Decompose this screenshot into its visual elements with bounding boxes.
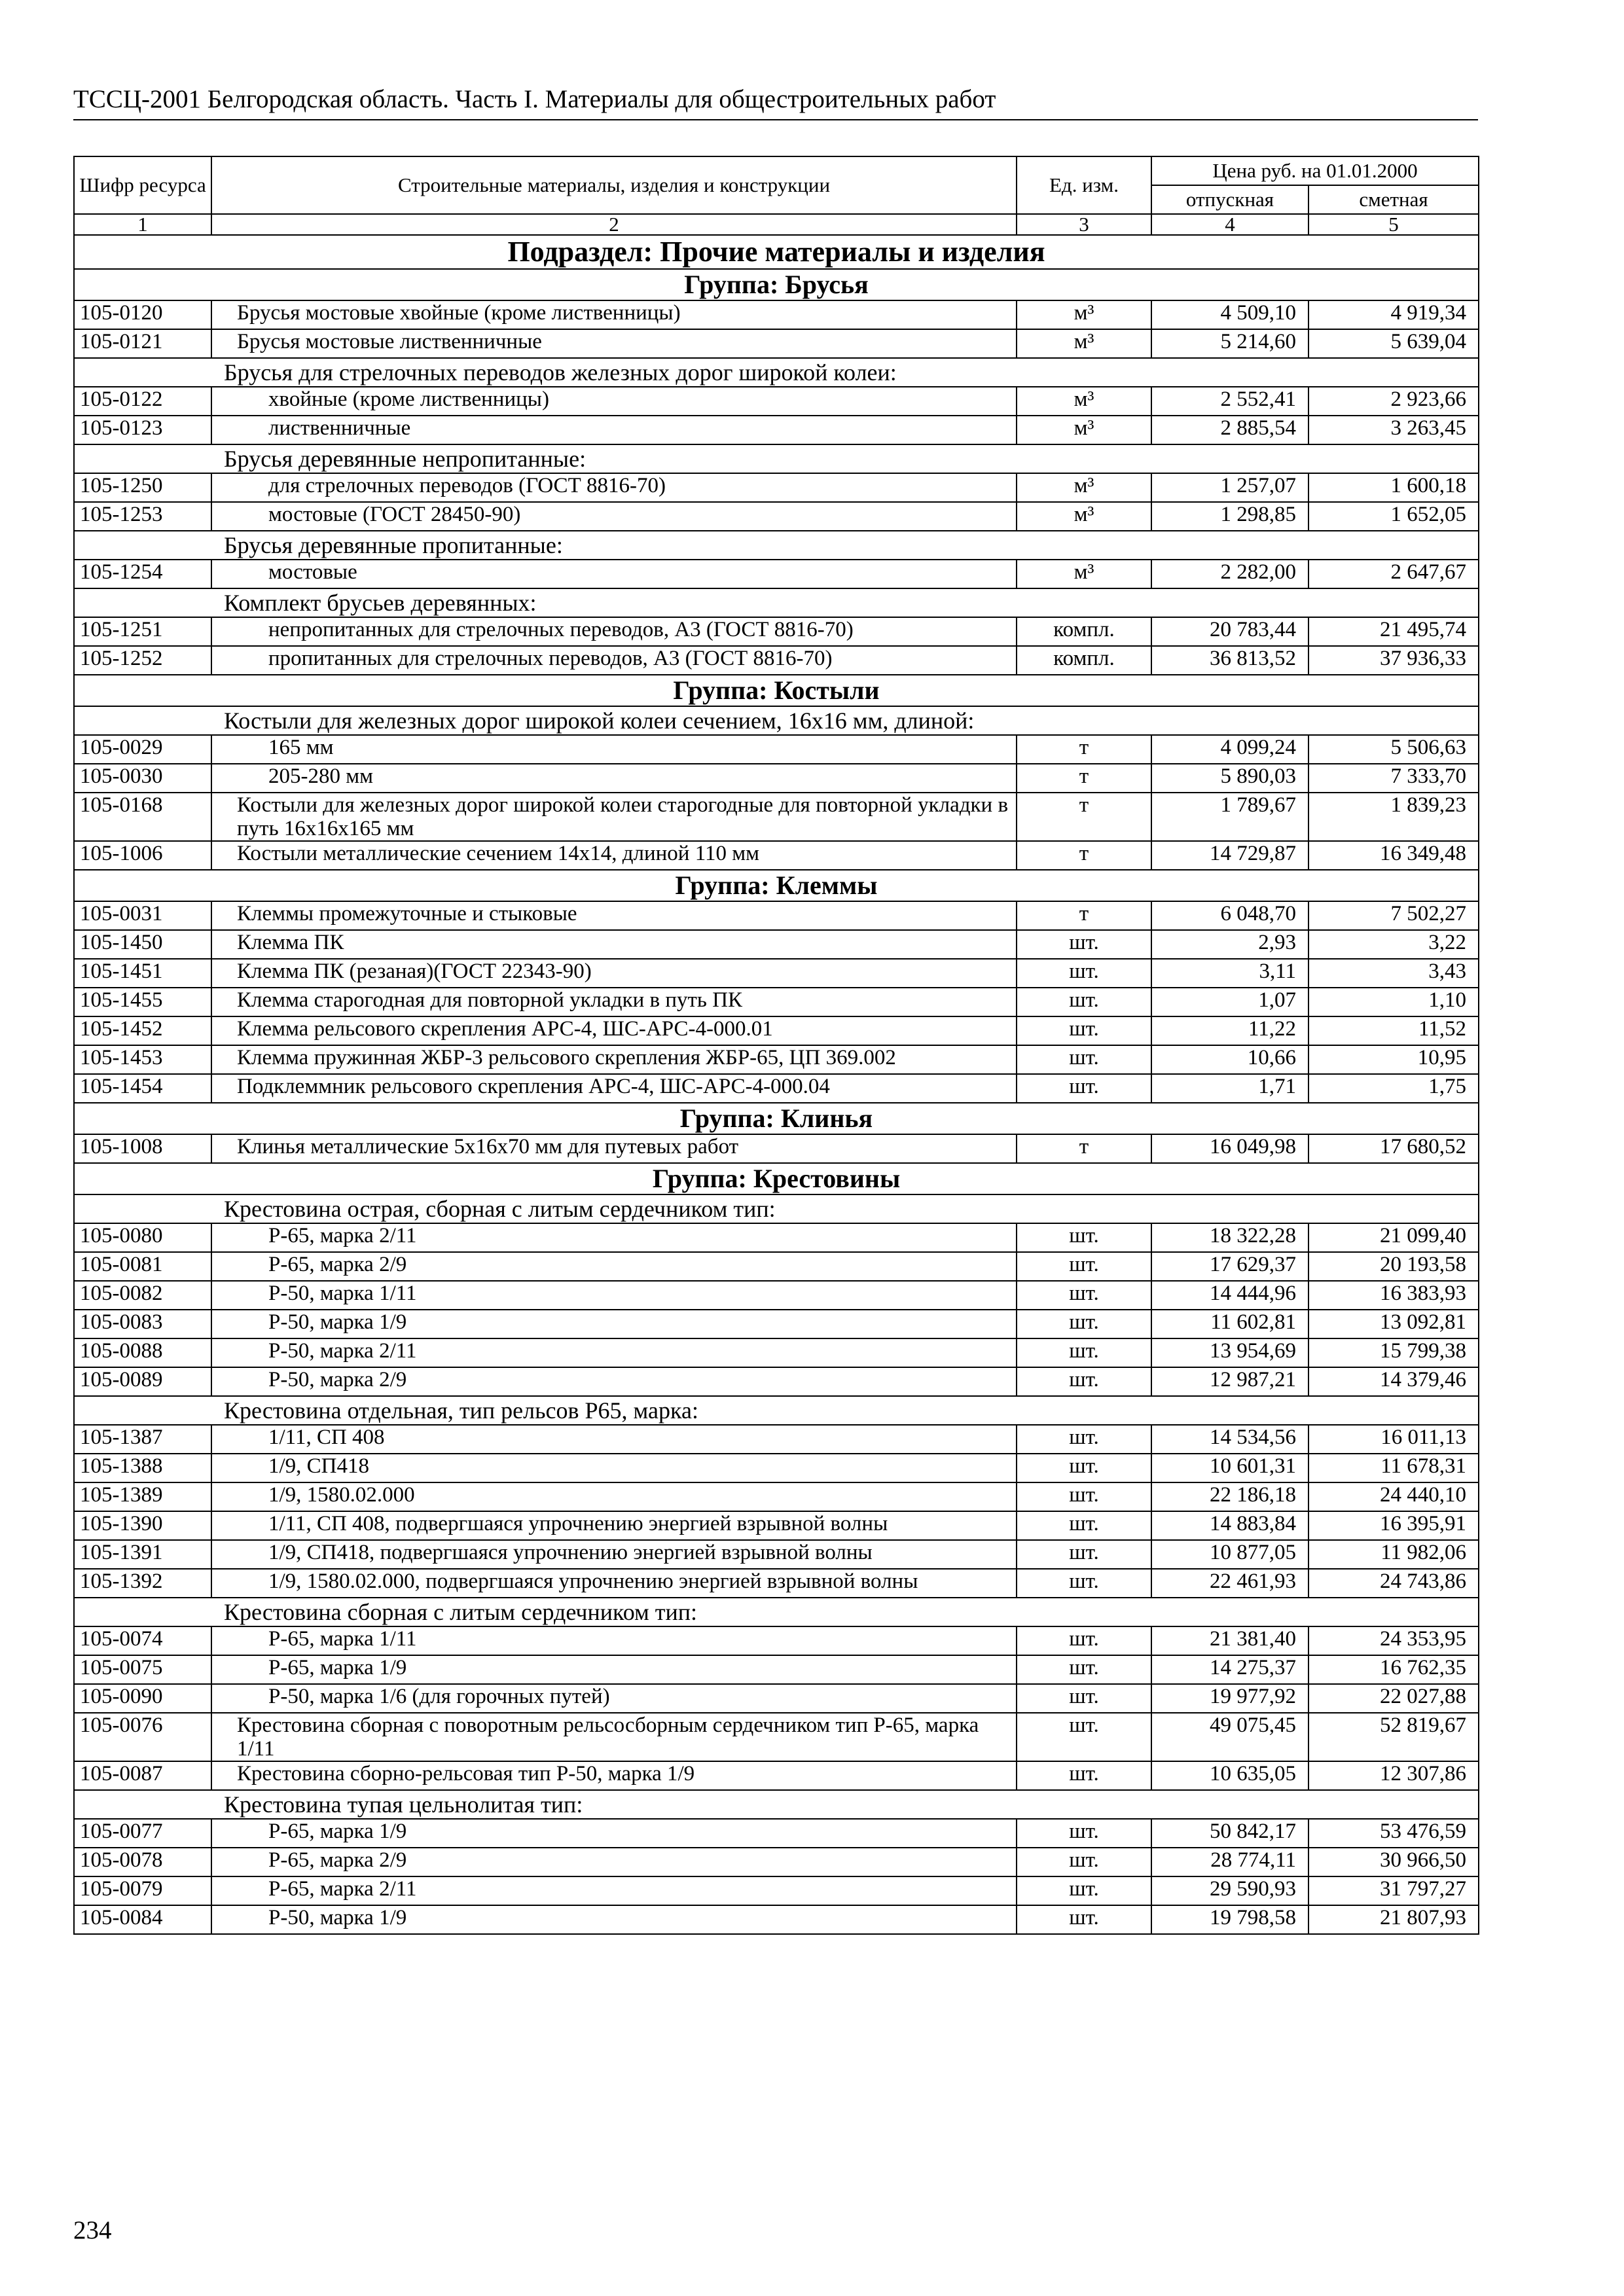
table-row bbox=[74, 1454, 1479, 1482]
resource-code: 105-1254 bbox=[74, 560, 211, 588]
resource-code: 105-0168 bbox=[74, 793, 211, 841]
subsection-title: Подраздел: Прочие материалы и изделия bbox=[74, 235, 1479, 269]
unit-cell: шт. bbox=[1017, 1876, 1151, 1905]
release-price: 36 813,52 bbox=[1151, 646, 1308, 675]
material-name: Крестовина сборно-рельсовая тип Р-50, марка 1/9 bbox=[211, 1761, 1017, 1790]
subgroup-heading bbox=[74, 1194, 1479, 1223]
resource-code: 105-1452 bbox=[74, 1016, 211, 1045]
resource-code: 105-0078 bbox=[74, 1848, 211, 1876]
estimate-price: 24 353,95 bbox=[1308, 1626, 1479, 1655]
col-header-name: Строительные материалы, изделия и конструкции bbox=[211, 156, 1017, 214]
col-header-estimate: сметная bbox=[1308, 185, 1479, 214]
table-row bbox=[74, 387, 1479, 416]
table-row bbox=[74, 959, 1479, 988]
resource-code: 105-0090 bbox=[74, 1684, 211, 1713]
subgroup-title: Брусья деревянные пропитанные: bbox=[74, 531, 1479, 560]
subgroup-heading bbox=[74, 444, 1479, 473]
material-name: Костыли металлические сечением 14x14, длиной 110 мм bbox=[211, 841, 1017, 870]
estimate-price: 7 333,70 bbox=[1308, 764, 1479, 793]
material-name: Р-50, марка 1/6 (для горочных путей) bbox=[211, 1684, 1017, 1713]
group-heading bbox=[74, 1163, 1479, 1194]
material-name: Р-65, марка 2/11 bbox=[211, 1876, 1017, 1905]
release-price: 13 954,69 bbox=[1151, 1338, 1308, 1367]
resource-code: 105-0088 bbox=[74, 1338, 211, 1367]
material-name: 1/11, СП 408, подвергшаяся упрочнению энергией взрывной волны bbox=[211, 1511, 1017, 1540]
table-row bbox=[74, 1134, 1479, 1163]
material-name: Клеммы промежуточные и стыковые bbox=[211, 901, 1017, 930]
table-row bbox=[74, 329, 1479, 358]
unit-cell: т bbox=[1017, 764, 1151, 793]
release-price: 2,93 bbox=[1151, 930, 1308, 959]
table-row bbox=[74, 1540, 1479, 1569]
group-title: Группа: Клеммы bbox=[74, 870, 1479, 901]
table-body bbox=[74, 235, 1479, 1934]
group-heading bbox=[74, 269, 1479, 300]
estimate-price: 24 440,10 bbox=[1308, 1482, 1479, 1511]
unit-cell: шт. bbox=[1017, 1454, 1151, 1482]
estimate-price: 10,95 bbox=[1308, 1045, 1479, 1074]
table-row bbox=[74, 1569, 1479, 1598]
estimate-price: 24 743,86 bbox=[1308, 1569, 1479, 1598]
release-price: 10 601,31 bbox=[1151, 1454, 1308, 1482]
resource-code: 105-1006 bbox=[74, 841, 211, 870]
table-row bbox=[74, 1713, 1479, 1761]
resource-code: 105-1389 bbox=[74, 1482, 211, 1511]
unit-cell: м³ bbox=[1017, 416, 1151, 444]
material-name: мостовые bbox=[211, 560, 1017, 588]
release-price: 2 885,54 bbox=[1151, 416, 1308, 444]
table-row bbox=[74, 988, 1479, 1016]
resource-code: 105-0082 bbox=[74, 1281, 211, 1310]
resource-code: 105-1454 bbox=[74, 1074, 211, 1103]
release-price: 2 282,00 bbox=[1151, 560, 1308, 588]
unit-cell: т bbox=[1017, 841, 1151, 870]
release-price: 16 049,98 bbox=[1151, 1134, 1308, 1163]
estimate-price: 37 936,33 bbox=[1308, 646, 1479, 675]
resource-code: 105-0030 bbox=[74, 764, 211, 793]
estimate-price: 1 839,23 bbox=[1308, 793, 1479, 841]
subgroup-title: Крестовина тупая цельнолитая тип: bbox=[74, 1790, 1479, 1819]
subgroup-title: Крестовина сборная с литым сердечником тип: bbox=[74, 1598, 1479, 1626]
material-name: Клемма пружинная ЖБР-3 рельсового скрепления ЖБР-65, ЦП 369.002 bbox=[211, 1045, 1017, 1074]
col-number: 5 bbox=[1308, 214, 1479, 235]
release-price: 14 534,56 bbox=[1151, 1425, 1308, 1454]
table-row bbox=[74, 560, 1479, 588]
subsection-heading bbox=[74, 235, 1479, 269]
table-row bbox=[74, 1016, 1479, 1045]
estimate-price: 11 678,31 bbox=[1308, 1454, 1479, 1482]
resource-code: 105-1253 bbox=[74, 502, 211, 531]
resource-code: 105-0120 bbox=[74, 300, 211, 329]
unit-cell: шт. bbox=[1017, 1482, 1151, 1511]
unit-cell: шт. bbox=[1017, 988, 1151, 1016]
release-price: 11,22 bbox=[1151, 1016, 1308, 1045]
resource-code: 105-1251 bbox=[74, 617, 211, 646]
material-name: Клемма ПК (резаная)(ГОСТ 22343-90) bbox=[211, 959, 1017, 988]
estimate-price: 20 193,58 bbox=[1308, 1252, 1479, 1281]
estimate-price: 16 395,91 bbox=[1308, 1511, 1479, 1540]
estimate-price: 53 476,59 bbox=[1308, 1819, 1479, 1848]
col-number: 1 bbox=[74, 214, 211, 235]
resource-code: 105-0122 bbox=[74, 387, 211, 416]
release-price: 22 461,93 bbox=[1151, 1569, 1308, 1598]
unit-cell: м³ bbox=[1017, 387, 1151, 416]
estimate-price: 21 807,93 bbox=[1308, 1905, 1479, 1934]
unit-cell: т bbox=[1017, 1134, 1151, 1163]
release-price: 14 883,84 bbox=[1151, 1511, 1308, 1540]
release-price: 5 214,60 bbox=[1151, 329, 1308, 358]
estimate-price: 1,75 bbox=[1308, 1074, 1479, 1103]
table-row bbox=[74, 1761, 1479, 1790]
table-row bbox=[74, 1626, 1479, 1655]
material-name: 1/9, 1580.02.000 bbox=[211, 1482, 1017, 1511]
table-row bbox=[74, 1045, 1479, 1074]
material-name: Р-50, марка 2/9 bbox=[211, 1367, 1017, 1396]
material-name: пропитанных для стрелочных переводов, А3 (ГОСТ 8816-70) bbox=[211, 646, 1017, 675]
release-price: 12 987,21 bbox=[1151, 1367, 1308, 1396]
estimate-price: 15 799,38 bbox=[1308, 1338, 1479, 1367]
unit-cell: м³ bbox=[1017, 329, 1151, 358]
unit-cell: м³ bbox=[1017, 502, 1151, 531]
material-name: Р-50, марка 2/11 bbox=[211, 1338, 1017, 1367]
col-header-release: отпускная bbox=[1151, 185, 1308, 214]
material-name: Р-50, марка 1/9 bbox=[211, 1310, 1017, 1338]
table-row bbox=[74, 300, 1479, 329]
release-price: 14 275,37 bbox=[1151, 1655, 1308, 1684]
material-name: лиственничные bbox=[211, 416, 1017, 444]
table-row bbox=[74, 841, 1479, 870]
resource-code: 105-1450 bbox=[74, 930, 211, 959]
estimate-price: 3 263,45 bbox=[1308, 416, 1479, 444]
resource-code: 105-0076 bbox=[74, 1713, 211, 1761]
release-price: 17 629,37 bbox=[1151, 1252, 1308, 1281]
material-name: хвойные (кроме лиственницы) bbox=[211, 387, 1017, 416]
table-row bbox=[74, 1425, 1479, 1454]
resource-code: 105-1391 bbox=[74, 1540, 211, 1569]
resource-code: 105-0080 bbox=[74, 1223, 211, 1252]
material-name: 205-280 мм bbox=[211, 764, 1017, 793]
resource-code: 105-1453 bbox=[74, 1045, 211, 1074]
resource-code: 105-0087 bbox=[74, 1761, 211, 1790]
table-row bbox=[74, 646, 1479, 675]
group-title: Группа: Костыли bbox=[74, 675, 1479, 706]
release-price: 14 444,96 bbox=[1151, 1281, 1308, 1310]
estimate-price: 30 966,50 bbox=[1308, 1848, 1479, 1876]
release-price: 3,11 bbox=[1151, 959, 1308, 988]
resource-code: 105-1390 bbox=[74, 1511, 211, 1540]
subgroup-heading bbox=[74, 531, 1479, 560]
group-heading bbox=[74, 870, 1479, 901]
release-price: 1 789,67 bbox=[1151, 793, 1308, 841]
resource-code: 105-0081 bbox=[74, 1252, 211, 1281]
resource-code: 105-1455 bbox=[74, 988, 211, 1016]
unit-cell: шт. bbox=[1017, 1252, 1151, 1281]
resource-code: 105-0121 bbox=[74, 329, 211, 358]
release-price: 49 075,45 bbox=[1151, 1713, 1308, 1761]
group-heading bbox=[74, 675, 1479, 706]
release-price: 18 322,28 bbox=[1151, 1223, 1308, 1252]
estimate-price: 2 923,66 bbox=[1308, 387, 1479, 416]
release-price: 28 774,11 bbox=[1151, 1848, 1308, 1876]
unit-cell: шт. bbox=[1017, 1905, 1151, 1934]
estimate-price: 11,52 bbox=[1308, 1016, 1479, 1045]
material-name: Р-65, марка 2/11 bbox=[211, 1223, 1017, 1252]
table-row bbox=[74, 416, 1479, 444]
material-name: Клемма ПК bbox=[211, 930, 1017, 959]
unit-cell: шт. bbox=[1017, 1016, 1151, 1045]
subgroup-title: Крестовина отдельная, тип рельсов Р65, марка: bbox=[74, 1396, 1479, 1425]
unit-cell: м³ bbox=[1017, 473, 1151, 502]
unit-cell: компл. bbox=[1017, 617, 1151, 646]
unit-cell: м³ bbox=[1017, 560, 1151, 588]
subgroup-title: Комплект брусьев деревянных: bbox=[74, 588, 1479, 617]
resource-code: 105-0077 bbox=[74, 1819, 211, 1848]
material-name: Р-65, марка 1/9 bbox=[211, 1819, 1017, 1848]
resource-code: 105-0075 bbox=[74, 1655, 211, 1684]
resource-code: 105-1451 bbox=[74, 959, 211, 988]
material-name: Крестовина сборная с поворотным рельсосборным сердечником тип Р-65, марка 1/11 bbox=[211, 1713, 1017, 1761]
material-name: Брусья мостовые хвойные (кроме лиственницы) bbox=[211, 300, 1017, 329]
unit-cell: шт. bbox=[1017, 1819, 1151, 1848]
material-name: Р-65, марка 2/9 bbox=[211, 1252, 1017, 1281]
release-price: 1 298,85 bbox=[1151, 502, 1308, 531]
page-number: 234 bbox=[73, 2216, 112, 2244]
material-name: Р-65, марка 1/9 bbox=[211, 1655, 1017, 1684]
table-row bbox=[74, 1819, 1479, 1848]
unit-cell: шт. bbox=[1017, 1281, 1151, 1310]
material-name: непропитанных для стрелочных переводов, А3 (ГОСТ 8816-70) bbox=[211, 617, 1017, 646]
col-number: 2 bbox=[211, 214, 1017, 235]
table-row bbox=[74, 473, 1479, 502]
unit-cell: шт. bbox=[1017, 1045, 1151, 1074]
unit-cell: шт. bbox=[1017, 1338, 1151, 1367]
resource-code: 105-1252 bbox=[74, 646, 211, 675]
col-header-unit: Ед. изм. bbox=[1017, 156, 1151, 214]
estimate-price: 3,43 bbox=[1308, 959, 1479, 988]
subgroup-heading bbox=[74, 588, 1479, 617]
release-price: 4 099,24 bbox=[1151, 735, 1308, 764]
estimate-price: 14 379,46 bbox=[1308, 1367, 1479, 1396]
group-title: Группа: Брусья bbox=[74, 269, 1479, 300]
release-price: 10,66 bbox=[1151, 1045, 1308, 1074]
table-row bbox=[74, 735, 1479, 764]
unit-cell: шт. bbox=[1017, 1367, 1151, 1396]
table-row bbox=[74, 764, 1479, 793]
group-title: Группа: Крестовины bbox=[74, 1163, 1479, 1194]
estimate-price: 31 797,27 bbox=[1308, 1876, 1479, 1905]
table-row bbox=[74, 1252, 1479, 1281]
estimate-price: 21 495,74 bbox=[1308, 617, 1479, 646]
resource-code: 105-1388 bbox=[74, 1454, 211, 1482]
estimate-price: 22 027,88 bbox=[1308, 1684, 1479, 1713]
resource-code: 105-0029 bbox=[74, 735, 211, 764]
col-number: 3 bbox=[1017, 214, 1151, 235]
unit-cell: шт. bbox=[1017, 1848, 1151, 1876]
release-price: 11 602,81 bbox=[1151, 1310, 1308, 1338]
col-number: 4 bbox=[1151, 214, 1308, 235]
estimate-price: 17 680,52 bbox=[1308, 1134, 1479, 1163]
resource-code: 105-0074 bbox=[74, 1626, 211, 1655]
material-name: 165 мм bbox=[211, 735, 1017, 764]
material-name: мостовые (ГОСТ 28450-90) bbox=[211, 502, 1017, 531]
estimate-price: 52 819,67 bbox=[1308, 1713, 1479, 1761]
subgroup-title: Брусья деревянные непропитанные: bbox=[74, 444, 1479, 473]
unit-cell: шт. bbox=[1017, 1511, 1151, 1540]
material-name: для стрелочных переводов (ГОСТ 8816-70) bbox=[211, 473, 1017, 502]
release-price: 6 048,70 bbox=[1151, 901, 1308, 930]
release-price: 29 590,93 bbox=[1151, 1876, 1308, 1905]
unit-cell: шт. bbox=[1017, 930, 1151, 959]
resource-code: 105-0083 bbox=[74, 1310, 211, 1338]
group-title: Группа: Клинья bbox=[74, 1103, 1479, 1134]
release-price: 4 509,10 bbox=[1151, 300, 1308, 329]
group-heading bbox=[74, 1103, 1479, 1134]
release-price: 1,07 bbox=[1151, 988, 1308, 1016]
release-price: 10 635,05 bbox=[1151, 1761, 1308, 1790]
estimate-price: 5 506,63 bbox=[1308, 735, 1479, 764]
subgroup-heading bbox=[74, 706, 1479, 735]
material-name: Подклеммник рельсового скрепления АРС-4, ШС-АРС-4-000.04 bbox=[211, 1074, 1017, 1103]
estimate-price: 16 011,13 bbox=[1308, 1425, 1479, 1454]
table-row bbox=[74, 1655, 1479, 1684]
material-name: 1/9, СП418 bbox=[211, 1454, 1017, 1482]
unit-cell: шт. bbox=[1017, 1540, 1151, 1569]
material-name: Клемма рельсового скрепления АРС-4, ШС-АРС-4-000.01 bbox=[211, 1016, 1017, 1045]
col-header-code: Шифр ресурса bbox=[74, 156, 211, 214]
table-row bbox=[74, 502, 1479, 531]
estimate-price: 2 647,67 bbox=[1308, 560, 1479, 588]
estimate-price: 3,22 bbox=[1308, 930, 1479, 959]
table-row bbox=[74, 1876, 1479, 1905]
table-row bbox=[74, 1223, 1479, 1252]
subgroup-heading bbox=[74, 1598, 1479, 1626]
material-name: Р-50, марка 1/11 bbox=[211, 1281, 1017, 1310]
resource-code: 105-0084 bbox=[74, 1905, 211, 1934]
estimate-price: 13 092,81 bbox=[1308, 1310, 1479, 1338]
material-name: 1/9, 1580.02.000, подвергшаяся упрочнению энергией взрывной волны bbox=[211, 1569, 1017, 1598]
subgroup-title: Костыли для железных дорог широкой колеи сечением, 16x16 мм, длиной: bbox=[74, 706, 1479, 735]
resource-code: 105-1392 bbox=[74, 1569, 211, 1598]
estimate-price: 12 307,86 bbox=[1308, 1761, 1479, 1790]
table-row bbox=[74, 1511, 1479, 1540]
unit-cell: т bbox=[1017, 901, 1151, 930]
unit-cell: шт. bbox=[1017, 1713, 1151, 1761]
release-price: 14 729,87 bbox=[1151, 841, 1308, 870]
subgroup-title: Крестовина острая, сборная с литым сердечником тип: bbox=[74, 1194, 1479, 1223]
subgroup-heading bbox=[74, 358, 1479, 387]
resource-code: 105-1387 bbox=[74, 1425, 211, 1454]
table-row bbox=[74, 1074, 1479, 1103]
estimate-price: 1 600,18 bbox=[1308, 473, 1479, 502]
material-name: 1/11, СП 408 bbox=[211, 1425, 1017, 1454]
release-price: 21 381,40 bbox=[1151, 1626, 1308, 1655]
estimate-price: 7 502,27 bbox=[1308, 901, 1479, 930]
resource-code: 105-1008 bbox=[74, 1134, 211, 1163]
table-row bbox=[74, 1367, 1479, 1396]
release-price: 10 877,05 bbox=[1151, 1540, 1308, 1569]
release-price: 1 257,07 bbox=[1151, 473, 1308, 502]
material-name: Клемма старогодная для повторной укладки в путь ПК bbox=[211, 988, 1017, 1016]
unit-cell: шт. bbox=[1017, 1074, 1151, 1103]
estimate-price: 16 383,93 bbox=[1308, 1281, 1479, 1310]
table-row bbox=[74, 1310, 1479, 1338]
resource-code: 105-0123 bbox=[74, 416, 211, 444]
unit-cell: шт. bbox=[1017, 1310, 1151, 1338]
table-row bbox=[74, 930, 1479, 959]
table-row bbox=[74, 1281, 1479, 1310]
estimate-price: 16 349,48 bbox=[1308, 841, 1479, 870]
subgroup-heading bbox=[74, 1790, 1479, 1819]
col-header-price: Цена руб. на 01.01.2000 bbox=[1151, 156, 1479, 185]
unit-cell: шт. bbox=[1017, 1761, 1151, 1790]
price-table bbox=[73, 156, 1479, 1935]
table-row bbox=[74, 1848, 1479, 1876]
unit-cell: шт. bbox=[1017, 1425, 1151, 1454]
resource-code: 105-0079 bbox=[74, 1876, 211, 1905]
estimate-price: 1,10 bbox=[1308, 988, 1479, 1016]
estimate-price: 4 919,34 bbox=[1308, 300, 1479, 329]
estimate-price: 21 099,40 bbox=[1308, 1223, 1479, 1252]
resource-code: 105-0089 bbox=[74, 1367, 211, 1396]
release-price: 19 798,58 bbox=[1151, 1905, 1308, 1934]
resource-code: 105-1250 bbox=[74, 473, 211, 502]
table-row bbox=[74, 617, 1479, 646]
resource-code: 105-0031 bbox=[74, 901, 211, 930]
unit-cell: шт. bbox=[1017, 1569, 1151, 1598]
release-price: 20 783,44 bbox=[1151, 617, 1308, 646]
unit-cell: шт. bbox=[1017, 1626, 1151, 1655]
table-row bbox=[74, 1482, 1479, 1511]
unit-cell: т bbox=[1017, 735, 1151, 764]
unit-cell: шт. bbox=[1017, 1655, 1151, 1684]
material-name: Брусья мостовые лиственничные bbox=[211, 329, 1017, 358]
subgroup-title: Брусья для стрелочных переводов железных дорог широкой колеи: bbox=[74, 358, 1479, 387]
table-row bbox=[74, 793, 1479, 841]
material-name: 1/9, СП418, подвергшаяся упрочнению энергией взрывной волны bbox=[211, 1540, 1017, 1569]
material-name: Р-65, марка 2/9 bbox=[211, 1848, 1017, 1876]
release-price: 5 890,03 bbox=[1151, 764, 1308, 793]
table-row bbox=[74, 1338, 1479, 1367]
release-price: 50 842,17 bbox=[1151, 1819, 1308, 1848]
subgroup-heading bbox=[74, 1396, 1479, 1425]
unit-cell: компл. bbox=[1017, 646, 1151, 675]
unit-cell: шт. bbox=[1017, 1223, 1151, 1252]
table-row bbox=[74, 1684, 1479, 1713]
table-row bbox=[74, 901, 1479, 930]
table-row bbox=[74, 1905, 1479, 1934]
estimate-price: 16 762,35 bbox=[1308, 1655, 1479, 1684]
release-price: 2 552,41 bbox=[1151, 387, 1308, 416]
estimate-price: 11 982,06 bbox=[1308, 1540, 1479, 1569]
release-price: 19 977,92 bbox=[1151, 1684, 1308, 1713]
unit-cell: м³ bbox=[1017, 300, 1151, 329]
material-name: Костыли для железных дорог широкой колеи старогодные для повторной укладки в путь 16x16x165 мм bbox=[211, 793, 1017, 841]
material-name: Клинья металлические 5x16x70 мм для путевых работ bbox=[211, 1134, 1017, 1163]
estimate-price: 1 652,05 bbox=[1308, 502, 1479, 531]
unit-cell: т bbox=[1017, 793, 1151, 841]
release-price: 22 186,18 bbox=[1151, 1482, 1308, 1511]
estimate-price: 5 639,04 bbox=[1308, 329, 1479, 358]
unit-cell: шт. bbox=[1017, 959, 1151, 988]
release-price: 1,71 bbox=[1151, 1074, 1308, 1103]
unit-cell: шт. bbox=[1017, 1684, 1151, 1713]
material-name: Р-50, марка 1/9 bbox=[211, 1905, 1017, 1934]
page-header: ТССЦ-2001 Белгородская область. Часть I. Материалы для общестроительных работ bbox=[73, 84, 1478, 120]
material-name: Р-65, марка 1/11 bbox=[211, 1626, 1017, 1655]
